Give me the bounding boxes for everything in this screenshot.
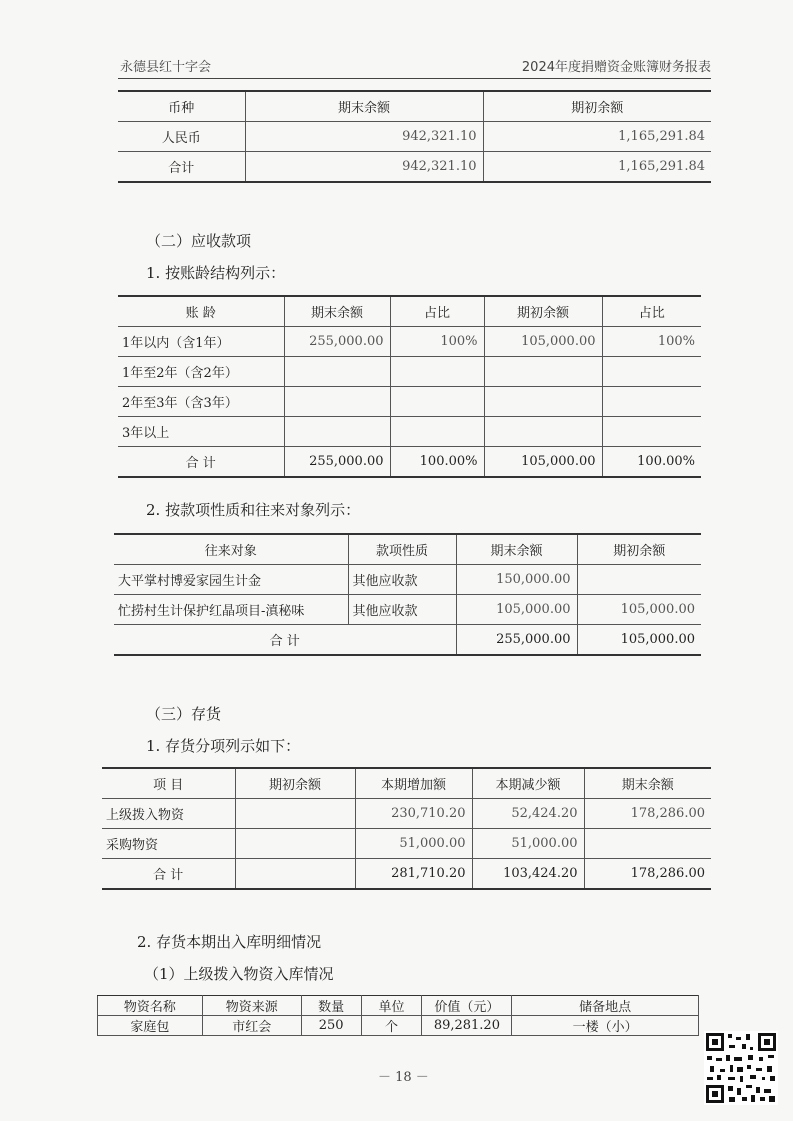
table-header: 期初余额: [484, 296, 602, 327]
table-cell: [577, 565, 701, 595]
table-cell: 1年至2年（含2年）: [118, 357, 284, 387]
table-cell: [484, 387, 602, 417]
table-cell: 105,000.00: [577, 625, 701, 656]
table-header: 期末余额: [456, 534, 577, 565]
aging-table: [118, 295, 701, 478]
subsection-title: 2. 按款项性质和往来对象列示：: [146, 501, 361, 519]
table-header: 期初余额: [235, 768, 355, 799]
table-cell: 3年以上: [118, 417, 284, 447]
table-cell: 89,281.20: [422, 1016, 512, 1036]
section-title: （二）应收款项: [146, 232, 252, 250]
table-cell: 178,286.00: [584, 799, 711, 829]
table-header: 占比: [390, 296, 484, 327]
table-total-row: [114, 625, 701, 656]
table-cell: 281,710.20: [355, 859, 472, 890]
table-header: 期末余额: [284, 296, 390, 327]
subsection-title: 1. 按账龄结构列示：: [146, 264, 286, 282]
table-header: 储备地点: [512, 996, 699, 1016]
table-header: 数量: [301, 996, 361, 1016]
party-table: [114, 533, 701, 656]
table-header: 币种: [118, 91, 245, 122]
table-header: 期初余额: [577, 534, 701, 565]
table-header: 本期减少额: [472, 768, 584, 799]
table-row: [118, 387, 701, 417]
table-cell: 一楼（小）: [512, 1016, 699, 1036]
table-header-row: [102, 768, 711, 799]
table-header: 期初余额: [483, 91, 711, 122]
table-cell: [484, 357, 602, 387]
page-number: － 18 －: [378, 1070, 429, 1085]
table-cell: [602, 357, 701, 387]
table-cell: 大平掌村博爱家园生计金: [114, 565, 348, 595]
table-cell: 100%: [390, 327, 484, 357]
table-cell: 采购物资: [102, 829, 235, 859]
table-header: 物资来源: [202, 996, 301, 1016]
org-name: 永德县红十字会: [120, 60, 212, 75]
table-total-row: [118, 447, 701, 478]
table-header: 单位: [361, 996, 422, 1016]
table-cell: 市红会: [202, 1016, 301, 1036]
table-header: 占比: [602, 296, 701, 327]
subsection-title: 1. 存货分项列示如下：: [146, 737, 301, 755]
table-cell: 其他应收款: [348, 565, 456, 595]
table-header-row: [114, 534, 701, 565]
table-cell: 忙捞村生计保护红晶项目-滇秘味: [114, 595, 348, 625]
table-total-row: [102, 859, 711, 890]
table-header-row: [118, 91, 711, 122]
table-cell: [235, 799, 355, 829]
table-cell: [584, 829, 711, 859]
table-cell: 103,424.20: [472, 859, 584, 890]
table-cell: 51,000.00: [355, 829, 472, 859]
table-row: [102, 799, 711, 829]
table-cell: [390, 417, 484, 447]
table-cell: 100%: [602, 327, 701, 357]
inventory-table: [102, 767, 711, 890]
table-header: 本期增加额: [355, 768, 472, 799]
table-cell: [602, 417, 701, 447]
table-cell: 其他应收款: [348, 595, 456, 625]
table-header: 款项性质: [348, 534, 456, 565]
table-cell: 100.00%: [602, 447, 701, 478]
table-cell: 230,710.20: [355, 799, 472, 829]
table-cell: 100.00%: [390, 447, 484, 478]
table-cell: 上级拨入物资: [102, 799, 235, 829]
table-cell: 178,286.00: [584, 859, 711, 890]
table-row: [118, 152, 711, 183]
table-cell: [602, 387, 701, 417]
table-row: [98, 1016, 699, 1036]
table-cell: 105,000.00: [577, 595, 701, 625]
table-cell: 1,165,291.84: [483, 122, 711, 152]
table-header: 价值（元）: [422, 996, 512, 1016]
table-cell: [390, 357, 484, 387]
section-title: （三）存货: [146, 705, 222, 723]
table-cell: 合 计: [118, 447, 284, 478]
page-header: [118, 56, 711, 79]
table-row: [102, 829, 711, 859]
table-cell: 人民币: [118, 122, 245, 152]
table-cell: 合 计: [102, 859, 235, 890]
table-row: [114, 595, 701, 625]
table-cell: 942,321.10: [245, 152, 483, 183]
table-cell: 105,000.00: [456, 595, 577, 625]
table-cell: 2年至3年（含3年）: [118, 387, 284, 417]
table-header: 期末余额: [584, 768, 711, 799]
table-cell: 942,321.10: [245, 122, 483, 152]
table-cell: 个: [361, 1016, 422, 1036]
table-cell: 255,000.00: [456, 625, 577, 656]
table-cell: [235, 859, 355, 890]
table-row: [114, 565, 701, 595]
table-cell: 51,000.00: [472, 829, 584, 859]
table-header: 项 目: [102, 768, 235, 799]
table-row: [118, 327, 701, 357]
table-cell: 52,424.20: [472, 799, 584, 829]
table-cell: 250: [301, 1016, 361, 1036]
report-title: 2024年度捐赠资金账簿财务报表: [521, 60, 711, 75]
table-header-row: [118, 296, 701, 327]
table-header: 往来对象: [114, 534, 348, 565]
table-cell: 105,000.00: [484, 447, 602, 478]
inbound-table: [97, 995, 699, 1036]
subsection-title: （1）上级拨入物资入库情况: [144, 965, 334, 983]
table-cell: 家庭包: [98, 1016, 203, 1036]
table-cell: 1,165,291.84: [483, 152, 711, 183]
table-row: [118, 417, 701, 447]
qr-code-icon: [704, 1031, 778, 1109]
table-cell: [484, 417, 602, 447]
table-header: 物资名称: [98, 996, 203, 1016]
table-cell: 1年以内（含1年）: [118, 327, 284, 357]
table-row: [118, 122, 711, 152]
table-cell: [284, 387, 390, 417]
table-row: [118, 357, 701, 387]
table-cell: [284, 417, 390, 447]
table-header: 账 龄: [118, 296, 284, 327]
table-header-row: [98, 996, 699, 1016]
table-cell: [235, 829, 355, 859]
table-cell: 合 计: [114, 625, 456, 656]
table-cell: 合计: [118, 152, 245, 183]
table-cell: [390, 387, 484, 417]
table-cell: 150,000.00: [456, 565, 577, 595]
table-cell: 105,000.00: [484, 327, 602, 357]
table-cell: [284, 357, 390, 387]
table-cell: 255,000.00: [284, 327, 390, 357]
table-cell: 255,000.00: [284, 447, 390, 478]
subsection-title: 2. 存货本期出入库明细情况: [137, 933, 322, 951]
currency-table: [118, 90, 711, 183]
table-header: 期末余额: [245, 91, 483, 122]
